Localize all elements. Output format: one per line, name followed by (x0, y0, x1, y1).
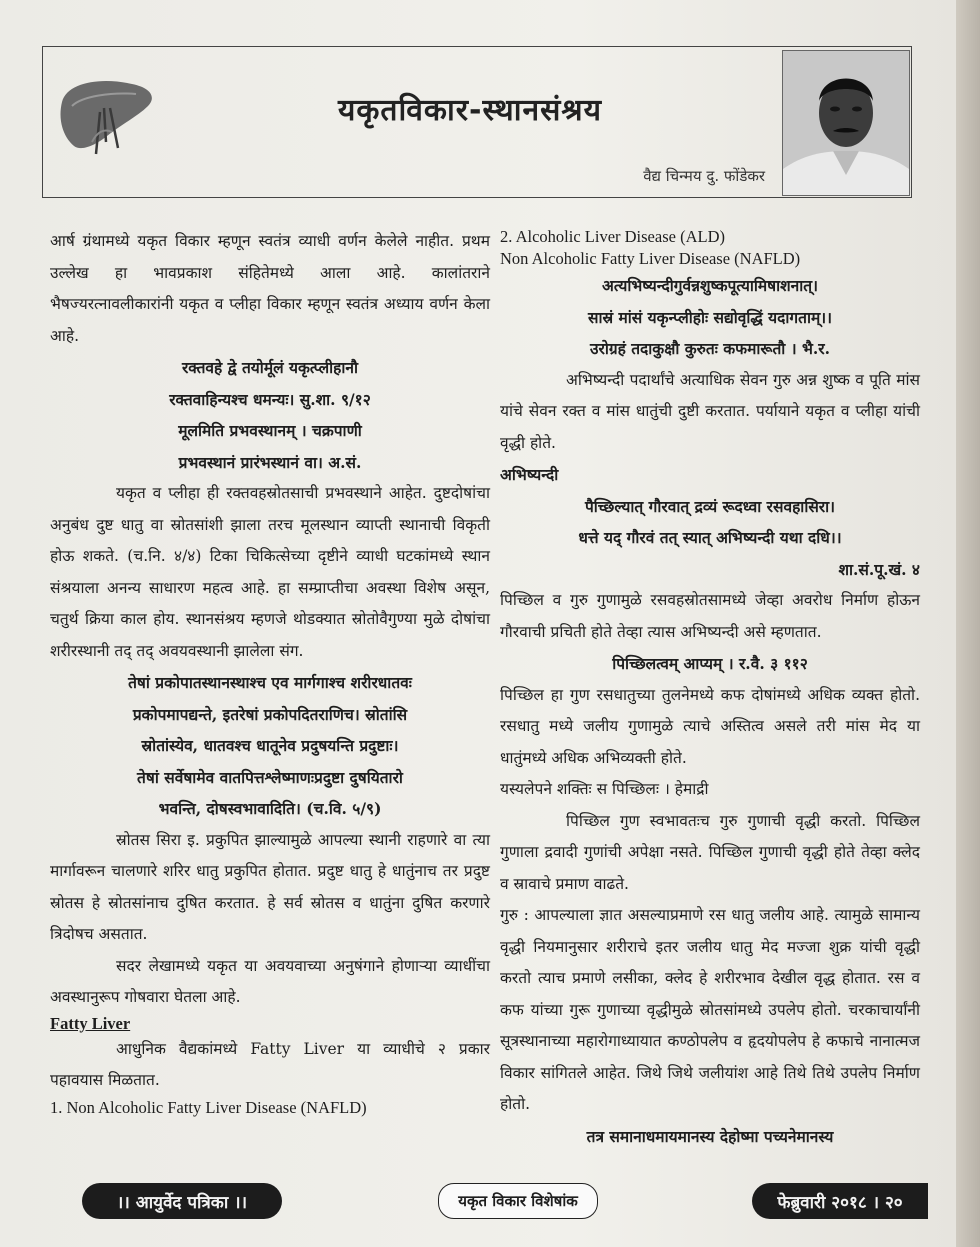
author-photo (782, 50, 910, 196)
author-name: वैद्य चिन्मय दु. फोंडेकर (643, 167, 765, 185)
verse-line: उरोग्रहं तदाकुक्षौ कुरुतः कफमारूतौ । भै.र. (590, 339, 830, 358)
verse-line: प्रकोपमापद्यन्ते, इतरेषां प्रकोपदितराणिच। स्रोतांसि (132, 704, 408, 724)
verse-line: अत्यभिष्यन्दीगुर्वन्नशुष्कपूत्यामिषाशनात्। (602, 276, 818, 295)
footer-magazine-name: ।। आयुर्वेद पत्रिका ।। (82, 1183, 282, 1219)
right-column (500, 226, 920, 1152)
paragraph-abhishyandi: अभिष्यन्दी पदार्थांचे अत्याधिक सेवन गुरु अन्न शुष्क व पूति मांस यांचे सेवन रक्त व मांस धातुंची दुष्टी करतात. पर्यायाने यकृत व प्लीहा यांची वृद्धी होते. (500, 370, 920, 452)
footer-date-page: फेब्रुवारी २०१८ । २० (752, 1183, 928, 1219)
paragraph-srotas: स्रोतस सिरा इ. प्रकुपित झाल्यामुळे आपल्या स्थानी राहणारे वा त्या मार्गावरून चालणारे शरिर धातु प्रकुपित होतात. प्रदुष्ट धातु हे धातुंनाच तर प्रदुष्ट स्रोतस हे स्रोतसांनाच दुषित करतात. हे सर्व स्रोतस व धातुंना दुषित करणारे त्रिदोषच असतात. (50, 830, 490, 943)
subheading-abhishyandi: अभिष्यन्दी (500, 465, 559, 484)
quote-hemadri: यस्यलेपने शक्तिः स पिच्छिलः । हेमाद्री (500, 780, 709, 798)
list-item: 2. Alcoholic Liver Disease (ALD) (500, 227, 725, 246)
paragraph-modern: आधुनिक वैद्यकांमध्ये Fatty Liver या व्याधीचे २ प्रकार पहावयास मिळतात. (50, 1039, 490, 1089)
verse-line: स्रोतांस्येव, धातवश्च धातूनेव प्रदुषयन्ति प्रदुष्टाः। (141, 736, 399, 755)
liver-illustration (52, 62, 162, 172)
verse-line: तेषां सर्वेषामेव वातपित्तश्लेष्माणःप्रदुष्टा दुषयितारो (137, 767, 403, 787)
page-spine (956, 0, 980, 1247)
paragraph-sthana: यकृत व प्लीहा ही रक्तवहस्रोतसाची प्रभवस्थाने आहेत. दुष्टदोषांचा अनुबंध दुष्ट धातु वा स्रोतसांशी झाला तरच मूलस्थान व्याप्ती स्थानाची विकृती होऊ शकते. (च.नि. ४/४) टिका चिकित्सेच्या दृष्टीने व्याधी घटकांमध्ये स्थान संश्रयाला अनन्य साधारण महत्व आहे. हा सम्प्राप्तीचा अवस्था विशेष असून, चतुर्थ क्रिया काल होय. स्थानसंश्रय म्हणजे थोडक्यात स्रोतोवैगुण्या मुळे दोषांचा शरीरस्थानी तद् तद् अवयवस्थानी झालेला संग. (50, 484, 490, 660)
subheading-fatty-liver: Fatty Liver (50, 1013, 131, 1033)
verse-line: प्रभवस्थानं प्रारंभस्थानं वा। अ.सं. (178, 452, 362, 472)
article-title: यकृतविकार-स्थानसंश्रय (337, 93, 603, 128)
footer-issue-label: यकृत विकार विशेषांक (438, 1183, 598, 1219)
verse-line: पैच्छिल्यात् गौरवात् द्रव्यं रूदध्वा रसवहासिरा। (584, 496, 836, 516)
paragraph-picchila: पिच्छिल व गुरु गुणामुळे रसवहस्रोतसामध्ये जेव्हा अवरोध निर्माण होऊन गौरवाची प्रचिती होते तेव्हा त्यास अभिष्यन्दी असे म्हणतात. (500, 591, 920, 641)
verse-line: धत्ते यद् गौरवं तत् स्यात् अभिष्यन्दी यथा दधि।। (578, 528, 842, 547)
verse-reference: शा.सं.पू.खं. ४ (838, 559, 920, 579)
verse-line: भवन्ति, दोषस्वभावादिति। (च.वि. ५/९) (158, 799, 382, 818)
list-item: Non Alcoholic Fatty Liver Disease (NAFLD) (500, 249, 801, 268)
left-column (50, 226, 490, 1119)
paragraph-guru: गुरु : आपल्याला ज्ञात असल्याप्रमाणे रस धातु जलीय आहे. त्यामुळे सामान्य वृद्धी नियमानुसार शरीराचे इतर जलीय धातु मेद मज्जा शुक्र यांची वृद्धी करतो त्याच प्रमाणे लसीका, क्लेद हे शरीरभाव देखील वृद्ध होतात. रस व कफ यांच्या गुरू गुणाच्या वृद्धीमुळे स्रोतसांमध्ये उपलेप होतो. चरकाचार्यांनी सूत्रस्थानाच्या महारोगाध्यायात कण्ठोपलेप व हृदयोपलेप हे कफाचे नानात्मज विकार सांगितले आहेत. जिथे जिथे जलीयांश आहे तिथे तिथे उपलेप निर्माण होतो. (500, 906, 920, 1113)
verse-line: पिच्छिलत्वम् आप्यम् । र.वै. ३ ११२ (612, 654, 808, 673)
paragraph-picchila-guna: पिच्छिल हा गुण रसधातुच्या तुलनेमध्ये कफ दोषांमध्ये अधिक व्यक्त होतो. रसधातु मध्ये जलीय गुणामुळे त्याचे अस्तित्व असले तरी मांस मेद या धातुंमध्ये अधिक अभिव्यक्ती होते. (500, 685, 920, 767)
paragraph-guru-vriddhi: पिच्छिल गुण स्वभावतःच गुरु गुणाची वृद्धी करतो. पिच्छिल गुणाला द्रवादी गुणांची अपेक्षा नसते. पिच्छिल गुणाची वृद्धी होते तेव्हा क्लेद व स्रावाचे प्रमाण वाढते. (500, 811, 920, 893)
verse-line: सास्रं मांसं यकृन्प्लीहोः सद्योवृद्धिं यदागताम्।। (588, 307, 832, 327)
list-item: 1. Non Alcoholic Fatty Liver Disease (NAFLD) (50, 1097, 367, 1117)
verse-line: तत्र समानाधमायमानस्य देहोष्मा पच्यनेमानस्य (586, 1126, 834, 1146)
verse-line: मूलमिति प्रभवस्थानम् । चक्रपाणी (178, 421, 362, 440)
paragraph-summary: सदर लेखामध्ये यकृत या अवयवाच्या अनुषंगाने होणाऱ्या व्याधींचा अवस्थानुरूप गोषवारा घेतला आहे. (50, 956, 490, 1006)
verse-line: रक्तवाहिन्यश्च धमन्यः। सु.शा. ९/१२ (169, 389, 371, 409)
verse-line: रक्तवहे द्वे तयोर्मूलं यकृत्प्लीहानौ (181, 358, 359, 377)
paragraph-intro: आर्ष ग्रंथामध्ये यकृत विकार म्हणून स्वतंत्र व्याधी वर्णन केलेले नाहीत. प्रथम उल्लेख हा भावप्रकाश संहितेमध्ये आला आहे. कालांतराने भैषज्यरत्नावलीकारांनी यकृत व प्लीहा विकार म्हणून स्वतंत्र अध्याय वर्णन केला आहे. (50, 232, 490, 345)
verse-line: तेषां प्रकोपातस्थानस्थाश्च एव मार्गगाश्च शरीरधातवः (128, 673, 412, 692)
